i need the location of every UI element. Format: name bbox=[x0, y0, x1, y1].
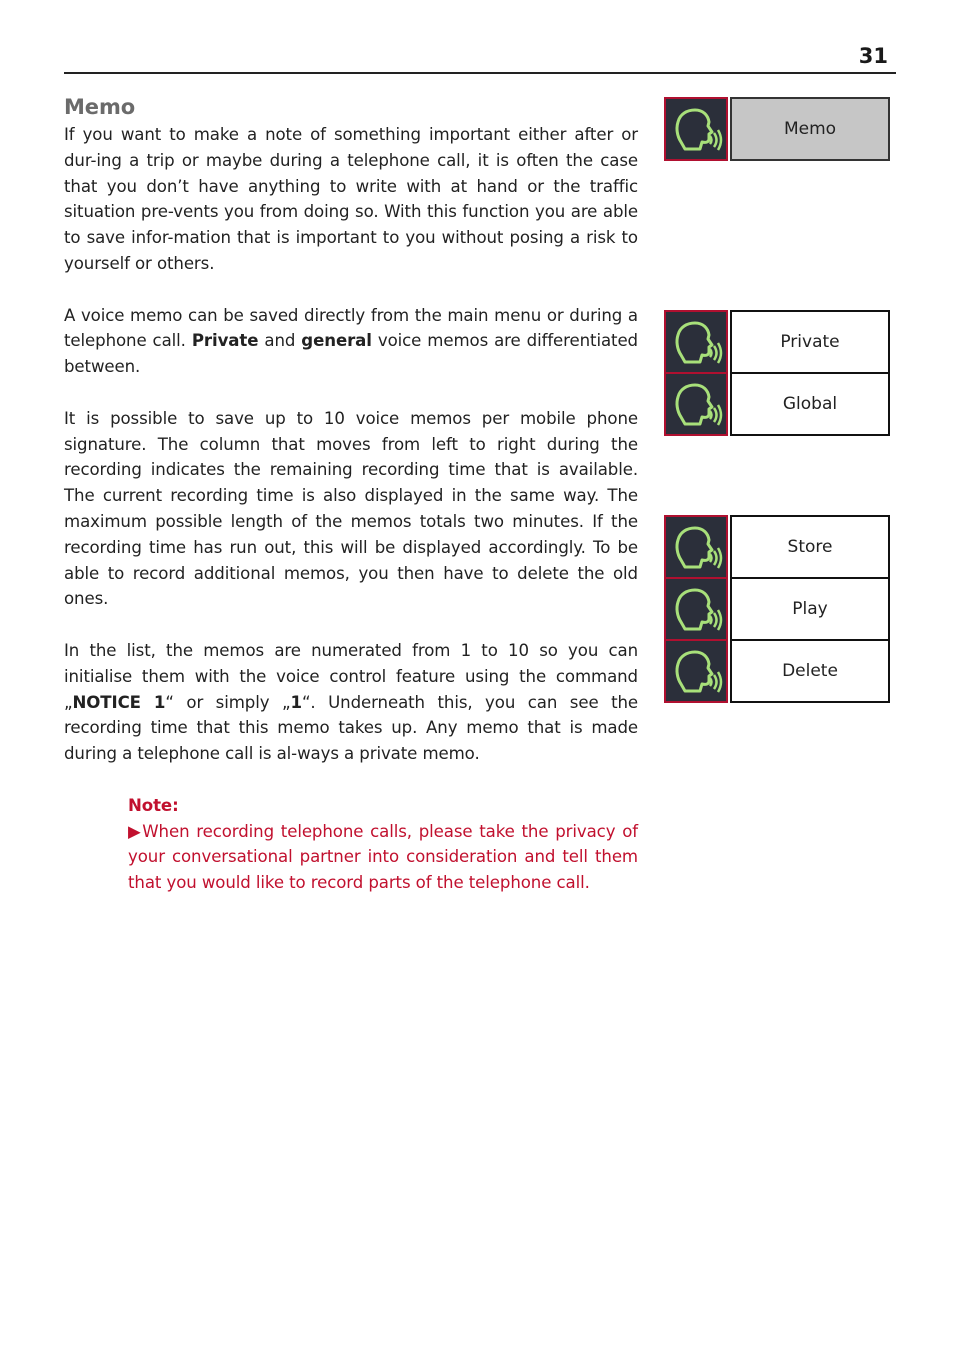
paragraph-text: It is possible to save up to 10 voice memos per mobile phone signature. The column that moves from left to right during the recording indicates the remaining recording time that is available. The current recording time is also displayed in the same way. The maximum possible length of the memos totals two minutes. If the recording time has run out, this will be displayed accordingly. To be able to record additional memos, you then have to delete the old ones. bbox=[64, 408, 638, 609]
menu-item-store[interactable] bbox=[664, 515, 890, 579]
menu-item-label: Memo bbox=[730, 97, 890, 161]
voice-head-icon bbox=[664, 372, 728, 436]
paragraph-text: “ or simply „ bbox=[165, 692, 291, 712]
paragraph-text: voice memos are differentiated between. bbox=[64, 331, 638, 377]
menu-item-delete[interactable] bbox=[664, 639, 890, 703]
menu-item-label: Store bbox=[730, 515, 890, 579]
header-rule bbox=[64, 72, 896, 74]
paragraph-memo-types bbox=[64, 303, 638, 380]
menu-item-label: Delete bbox=[730, 639, 890, 703]
voice-head-icon bbox=[664, 97, 728, 161]
voice-head-icon bbox=[664, 577, 728, 641]
paragraph-capacity bbox=[64, 406, 638, 612]
emphasis-text: 1 bbox=[290, 692, 302, 712]
paragraph-list bbox=[64, 638, 638, 767]
menu-group-actions bbox=[664, 515, 890, 703]
paragraph-text: In the list, the memos are numerated from 1 to 10 so you can initialise them with the voice control feature using the command „ bbox=[64, 640, 638, 712]
menu-item-label: Private bbox=[730, 310, 890, 374]
paragraph-text: A voice memo can be saved directly from the main menu or during a telephone call. bbox=[64, 305, 638, 351]
emphasis-text: general bbox=[301, 331, 372, 351]
menu-item-memo[interactable] bbox=[664, 97, 890, 161]
note-title: Note: bbox=[128, 795, 179, 815]
menu-item-private[interactable] bbox=[664, 310, 890, 374]
note-box bbox=[128, 793, 638, 896]
voice-head-icon bbox=[664, 310, 728, 374]
menu-item-label: Play bbox=[730, 577, 890, 641]
paragraph-text: and bbox=[258, 331, 302, 351]
voice-head-icon bbox=[664, 639, 728, 703]
main-content bbox=[64, 92, 638, 896]
paragraph-text: If you want to make a note of something important either after or dur-ing a trip or maybe during a telephone call, it is often the case that you don’t have anything to write with at hand or the traffic situation pre-vents you from doing so. With this function you are able to save infor-mation that is important to you without posing a risk to yourself or others. bbox=[64, 125, 638, 273]
note-text: ▶When recording telephone calls, please take the privacy of your conversational partner into consideration and tell them that you would like to record parts of the telephone call. bbox=[128, 821, 638, 893]
page-number: 31 bbox=[858, 44, 888, 68]
menu-group-type bbox=[664, 310, 890, 436]
menu-group-memo bbox=[664, 97, 890, 161]
paragraph-text: “. Underneath this, you can see the recording time that this memo takes up. Any memo that is made during a telephone call is al-ways a private memo. bbox=[64, 692, 639, 764]
section-heading: Memo bbox=[64, 95, 136, 119]
emphasis-text: NOTICE 1 bbox=[72, 692, 166, 712]
menu-item-label: Global bbox=[730, 372, 890, 436]
voice-head-icon bbox=[664, 515, 728, 579]
menu-item-global[interactable] bbox=[664, 372, 890, 436]
menu-item-play[interactable] bbox=[664, 577, 890, 641]
paragraph-intro bbox=[64, 122, 638, 277]
emphasis-text: Private bbox=[191, 331, 259, 351]
